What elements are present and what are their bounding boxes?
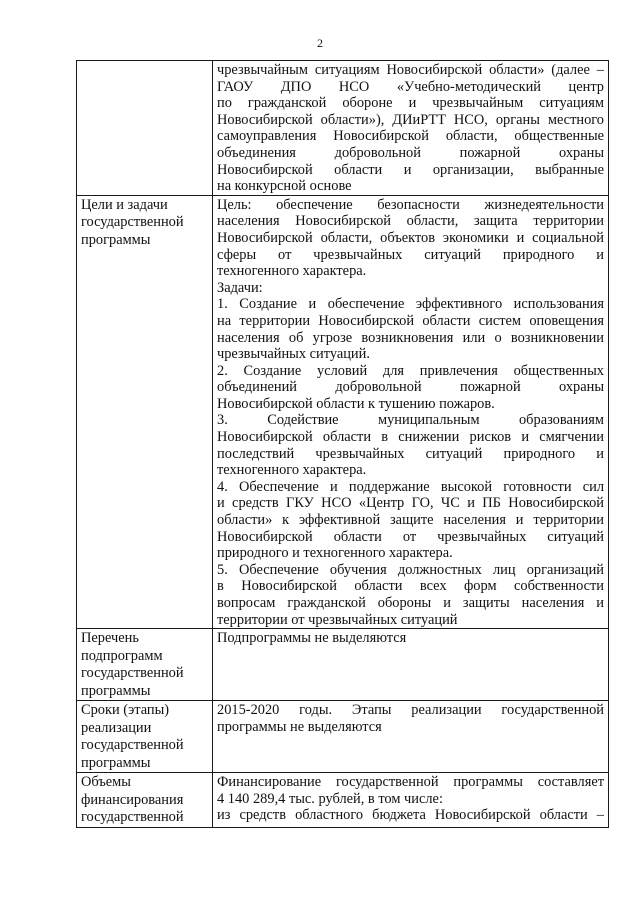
row-label-line: государственной [81,737,184,754]
content-line: 5. Обеспечение обучения должностных лиц организаций [217,561,604,578]
content-line: Задачи: [217,279,263,296]
content-line: чрезвычайных ситуаций. [217,346,370,363]
content-line: области» к эффективной защите населения и территории [217,512,604,529]
row-goals-and-tasks [77,195,609,628]
row-label-cell [77,629,213,701]
content-line: Новосибирской области к тушению пожаров. [217,395,495,412]
content-line: на территории Новосибирской области систем оповещения [217,312,604,329]
content-line: 4. Обеспечение и поддержание высокой готовности сил [217,478,604,495]
content-line: 4 140 289,4 тыс. рублей, в том числе: [217,790,443,807]
row-participants-continued [77,61,609,196]
content-line: 1. Создание и обеспечение эффективного использования [217,296,604,313]
content-line: Новосибирской области и организации, выбранные [217,161,604,178]
content-line: на конкурсной основе [217,178,352,195]
row-label-line: Цели и задачи [81,196,168,213]
row-financing [77,773,609,828]
content-line: Новосибирской области, объектов экономики и социальной [217,229,604,246]
content-line: природного и техногенного характера. [217,545,453,562]
row-label-line: реализации [81,719,152,736]
content-line: Подпрограммы не выделяются [217,630,407,647]
content-line: чрезвычайным ситуациям Новосибирской области» (далее – [217,62,604,78]
content-line: самоуправления Новосибирской области, общественные [217,128,604,145]
passport-table [76,60,609,828]
content-line: Новосибирской области»), ДИиРТТ НСО, органы местного [217,111,604,128]
content-line: объединений добровольной пожарной охраны [217,379,604,396]
content-line: Новосибирской области от чрезвычайных ситуаций [217,528,604,545]
row-label-line: государственной [81,809,184,826]
row-label-cell [77,773,213,828]
row-label-line: государственной [81,665,184,682]
row-content-cell [213,701,609,773]
row-terms [77,701,609,773]
content-line: Цель: обеспечение безопасности жизнедеятельности [217,196,604,213]
row-content-cell [213,61,609,196]
content-line: 2. Создание условий для привлечения общественных [217,362,604,379]
row-label-line: Перечень [81,630,139,647]
row-label-line: государственной [81,214,184,231]
content-line: Новосибирской области в снижении рисков и смягчении [217,429,604,446]
row-content-cell [213,773,609,828]
content-line: Финансирование государственной программы составляет [217,774,604,791]
content-line: техногенного характера. [217,263,367,280]
row-label-cell [77,195,213,628]
row-label-cell [77,701,213,773]
content-line: техногенного характера. [217,462,367,479]
content-line: 2015-2020 годы. Этапы реализации государственной [217,702,604,719]
row-label-cell [77,61,213,196]
row-label-line: программы [81,231,151,248]
content-line: по гражданской обороне и чрезвычайным ситуациям [217,95,604,112]
content-line: из средств областного бюджета Новосибирской области – [217,807,604,824]
content-line: последствий чрезвычайных ситуаций природного и [217,445,604,462]
row-label-line: финансирования [81,791,184,808]
content-line: территории от чрезвычайных ситуаций [217,611,458,628]
row-content-cell [213,629,609,701]
content-line: населения об угрозе возникновения или о возникновении [217,329,604,346]
content-line: населения Новосибирской области, защита территории [217,213,604,230]
row-label-line: программы [81,682,151,699]
content-line: 3. Содействие муниципальным образованиям [217,412,604,429]
content-line: вопросам гражданской обороны и защиты населения и [217,595,604,611]
row-label-line: Сроки (этапы) [81,702,170,719]
content-line: и средств ГКУ НСО «Центр ГО, ЧС и ПБ Новосибирской [217,495,604,512]
content-line: программы не выделяются [217,718,382,735]
row-label-line: программы [81,754,151,771]
row-label-line: Объемы [81,774,131,791]
row-subprograms [77,629,609,701]
row-content-cell [213,195,609,628]
content-line: сферы от чрезвычайных ситуаций природного и [217,246,604,263]
content-line: объединения добровольной пожарной охраны [217,144,604,161]
row-label-line: подпрограмм [81,647,163,664]
content-line: ГАОУ ДПО НСО «Учебно-методический центр [217,78,604,95]
content-line: в Новосибирской области всех форм собственности [217,578,604,595]
page-number: 2 [317,36,323,50]
